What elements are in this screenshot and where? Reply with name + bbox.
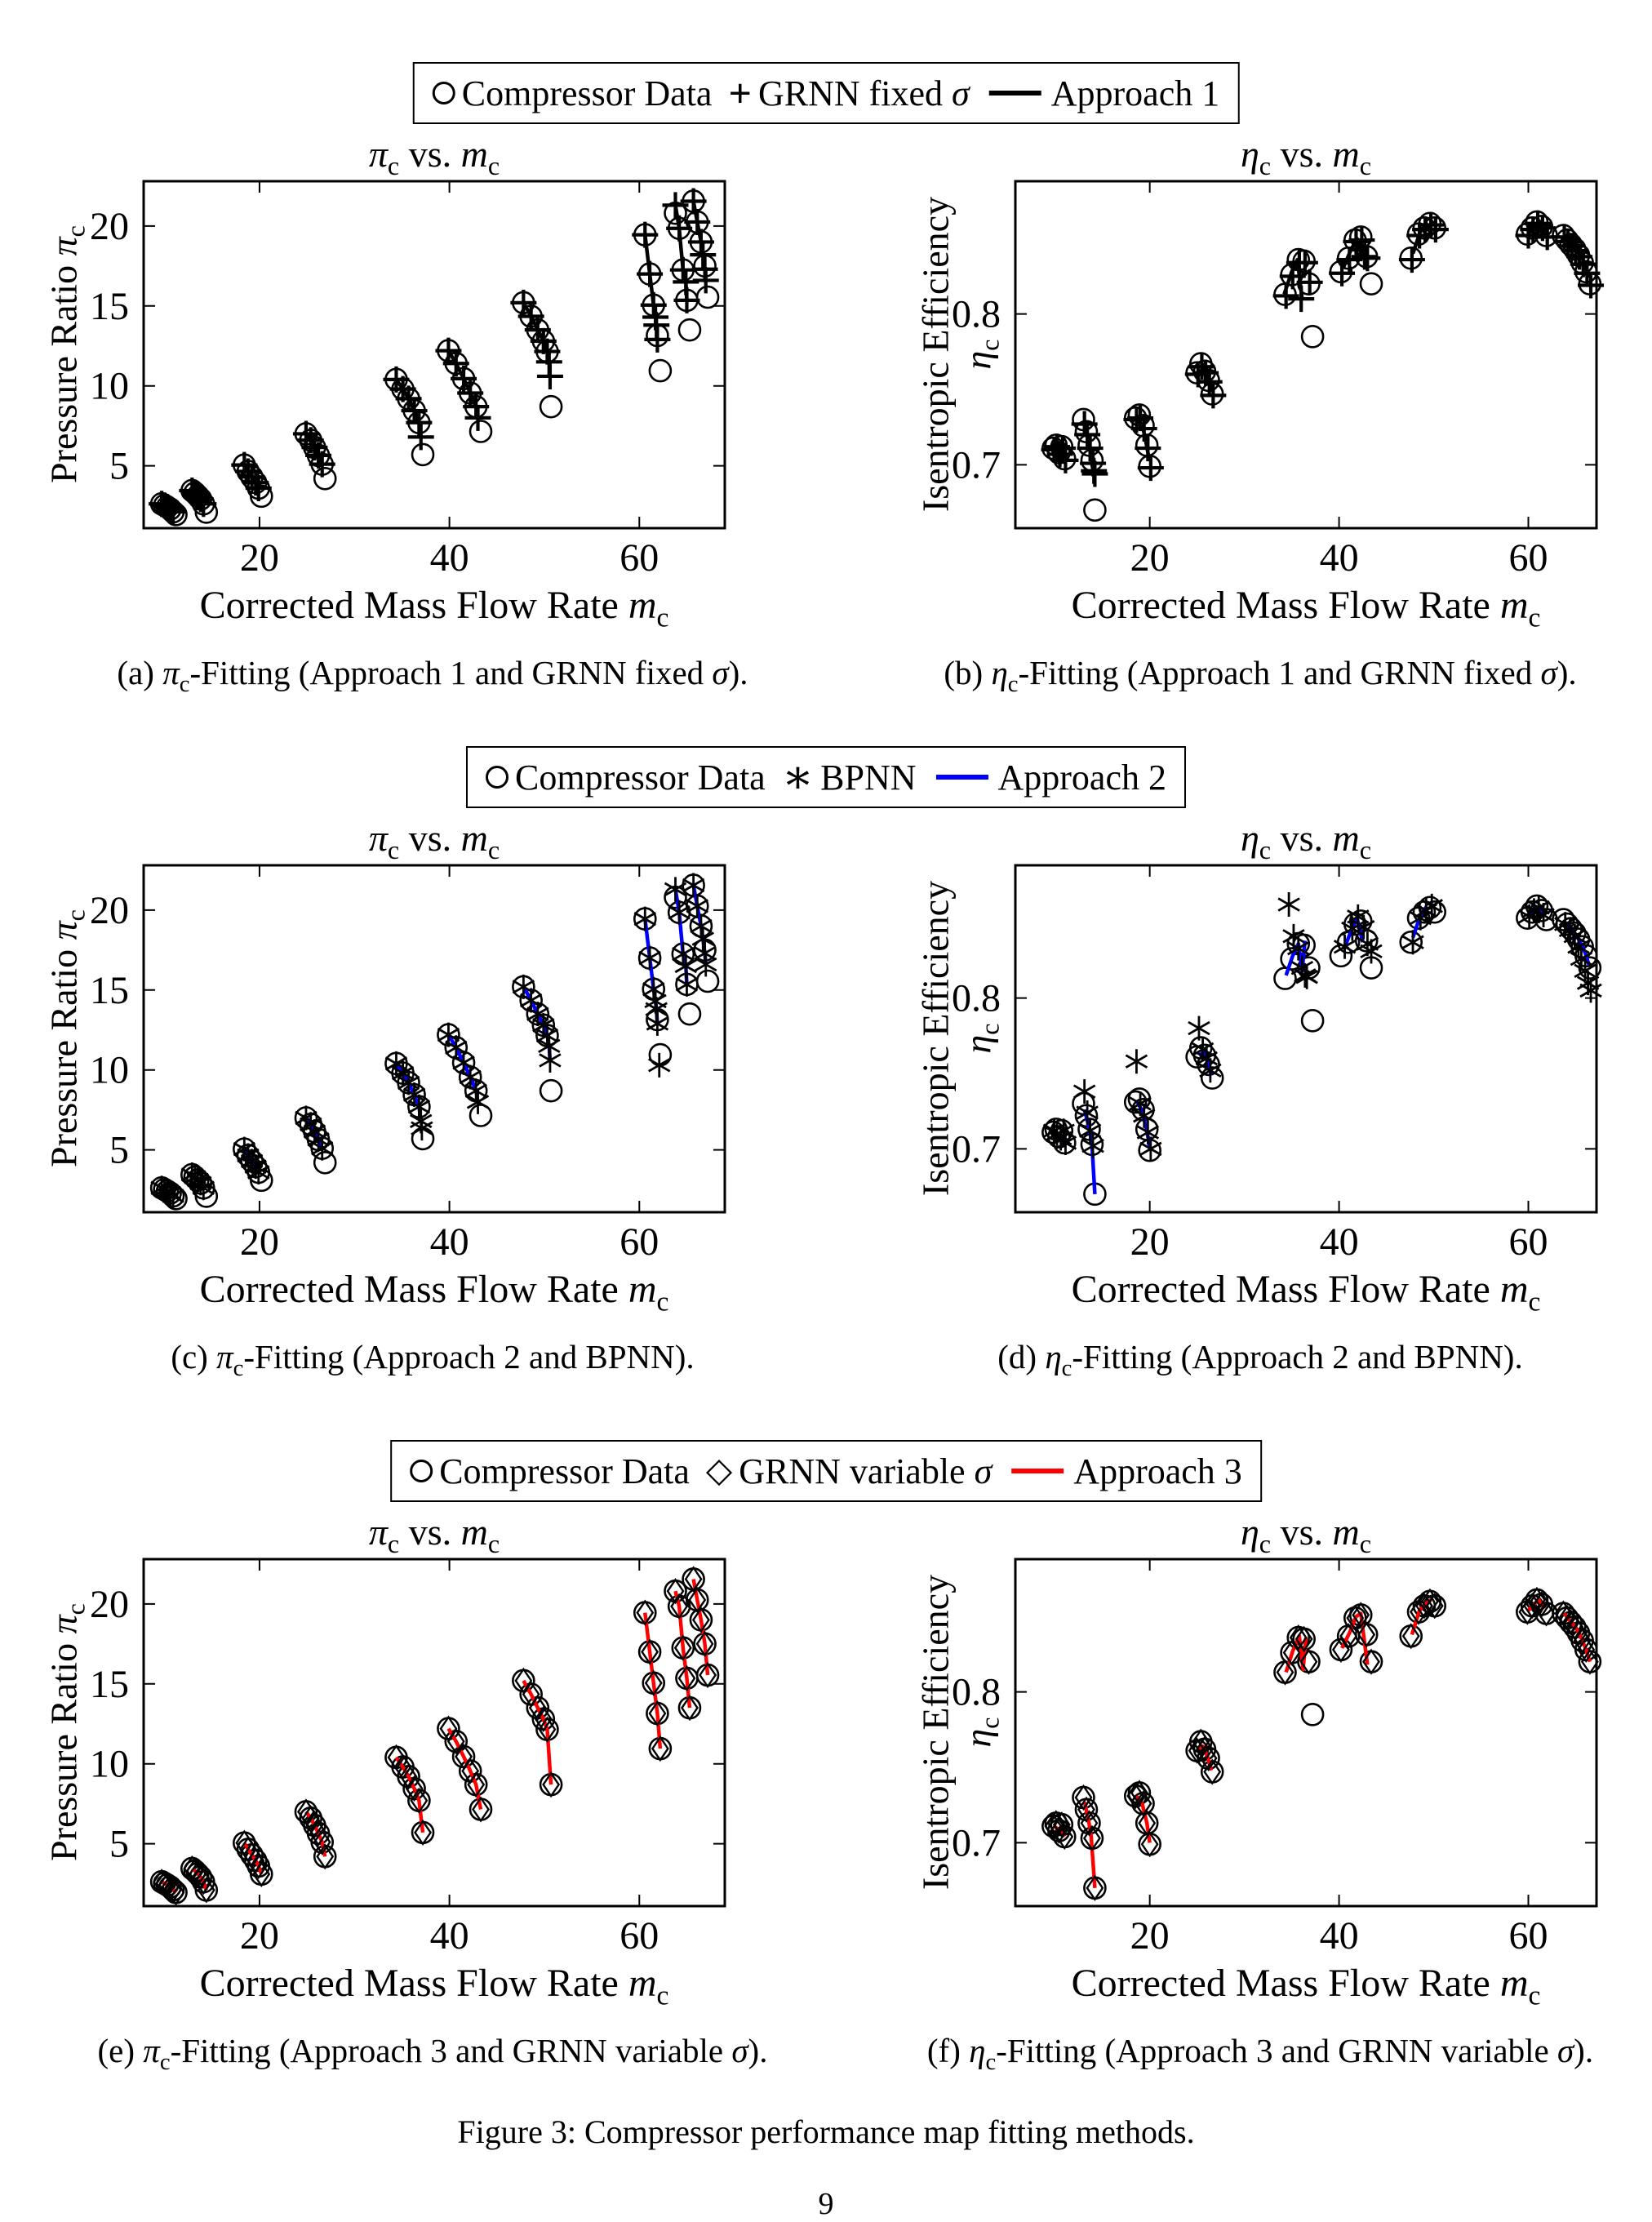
x-tick-label: 60 xyxy=(620,536,659,580)
circle-data-marker xyxy=(1361,273,1382,295)
circle-data-marker xyxy=(697,971,718,992)
x-axis-label-a: Corrected Mass Flow Rate $m_c$ xyxy=(199,584,669,633)
circle-data-marker xyxy=(314,468,335,489)
legend-item-label: Compressor Data xyxy=(514,757,766,798)
circle-data-marker xyxy=(412,444,433,465)
y-tick-label: 20 xyxy=(90,1582,129,1626)
legend-item-label: Approach 3 xyxy=(1073,1451,1242,1491)
circle-data-marker xyxy=(697,287,718,308)
plus-data-marker xyxy=(681,188,707,214)
plus-data-marker xyxy=(637,261,663,287)
x-tick-label: 40 xyxy=(1319,536,1359,580)
x-axis-label-e: Corrected Mass Flow Rate $m_c$ xyxy=(199,1962,669,2011)
subcaption-d: (d) $\eta_c$-Fitting (Approach 2 and BPNN). xyxy=(997,1338,1523,1382)
y-tick-label: 0.8 xyxy=(952,292,1001,336)
x-tick-label: 20 xyxy=(1130,1914,1170,1958)
chart-canvas-c xyxy=(90,865,725,1264)
y-tick-label: 0.8 xyxy=(952,1670,1001,1714)
legend-item-label: Compressor Data xyxy=(439,1451,690,1491)
star-data-marker xyxy=(1580,978,1601,1002)
circle-data-marker xyxy=(540,1080,562,1101)
circle-data-marker xyxy=(1274,968,1295,989)
y-tick-label: 10 xyxy=(90,364,129,408)
plus-data-marker xyxy=(632,222,658,248)
x-tick-label: 60 xyxy=(1508,1914,1548,1958)
line-marker-icon xyxy=(989,91,1041,96)
plot-frame xyxy=(1015,181,1596,528)
plus-data-marker xyxy=(463,393,489,420)
legend-item-label: Approach 2 xyxy=(997,757,1167,798)
legend-item-label: BPNN xyxy=(820,757,917,798)
subcaption-c: (c) $\pi_c$-Fitting (Approach 2 and BPNN). xyxy=(171,1338,695,1382)
x-tick-label: 20 xyxy=(239,536,279,580)
x-tick-label: 60 xyxy=(620,1914,659,1958)
y-tick-label: 10 xyxy=(90,1048,129,1092)
chart-canvas-e xyxy=(90,1559,725,1958)
circle-data-marker xyxy=(540,396,562,417)
y-tick-label: 0.7 xyxy=(952,1821,1001,1865)
circle-data-marker xyxy=(1084,500,1105,521)
subcaption-f: (f) $\eta_c$-Fitting (Approach 3 and GRNN variable σ). xyxy=(926,2032,1594,2076)
x-axis-label-d: Corrected Mass Flow Rate $m_c$ xyxy=(1071,1268,1541,1318)
x-tick-label: 60 xyxy=(1508,536,1548,580)
circle-marker-icon xyxy=(486,766,508,789)
star-data-marker xyxy=(1074,1079,1095,1104)
legend-item xyxy=(486,757,766,798)
legend-item-label: Approach 1 xyxy=(1050,73,1220,113)
circle-data-marker xyxy=(314,1152,335,1173)
x-tick-label: 20 xyxy=(239,1914,279,1958)
y-tick-label: 5 xyxy=(109,1128,129,1172)
x-tick-label: 40 xyxy=(429,1220,469,1264)
plot-title-f: $\eta_c$ vs. $m_c$ xyxy=(1240,1511,1372,1559)
y-axis-label-e: Pressure Ratio $\pi_c$ xyxy=(42,1603,91,1861)
circle-data-marker xyxy=(1302,326,1323,347)
plus-data-marker xyxy=(684,209,710,235)
plot-title-e: $\pi_c$ vs. $m_c$ xyxy=(368,1511,500,1559)
y-tick-label: 15 xyxy=(90,1662,129,1706)
legend-row-2 xyxy=(466,746,1186,808)
subcaption-e: (e) $\pi_c$-Fitting (Approach 3 and GRNN variable σ). xyxy=(97,2032,768,2076)
y-axis-label-a: Pressure Ratio $\pi_c$ xyxy=(42,225,91,483)
diamond-marker-icon: ◇ xyxy=(705,1452,733,1490)
plot-title-a: $\pi_c$ vs. $m_c$ xyxy=(368,133,500,181)
plus-data-marker xyxy=(406,410,432,436)
line-marker-icon xyxy=(1011,1469,1064,1473)
y-tick-label: 20 xyxy=(90,888,129,932)
x-tick-label: 60 xyxy=(620,1220,659,1264)
subcaption-b: (b) $\eta_c$-Fitting (Approach 1 and GRNN fixed σ). xyxy=(944,654,1577,698)
plus-data-marker xyxy=(641,292,667,318)
y-axis-label-d: Isentropic Efficiency $\eta_c$ xyxy=(914,880,1005,1197)
plot-frame xyxy=(144,865,725,1212)
legend-item xyxy=(706,1451,992,1492)
y-tick-label: 10 xyxy=(90,1742,129,1786)
y-tick-label: 0.7 xyxy=(952,443,1001,487)
plot-title-c: $\pi_c$ vs. $m_c$ xyxy=(368,817,500,865)
chart-area-e xyxy=(90,1559,725,1958)
x-tick-label: 20 xyxy=(1130,1220,1170,1264)
y-tick-label: 0.8 xyxy=(952,976,1001,1020)
star-data-marker xyxy=(411,1116,433,1140)
plus-data-marker xyxy=(537,363,563,389)
y-axis-label-b: Isentropic Efficiency $\eta_c$ xyxy=(914,196,1005,513)
x-axis-label-c: Corrected Mass Flow Rate $m_c$ xyxy=(199,1268,669,1318)
plus-data-marker xyxy=(673,287,699,313)
line-marker-icon xyxy=(936,775,988,780)
y-tick-label: 5 xyxy=(109,444,129,488)
plus-data-marker xyxy=(457,380,483,407)
circle-data-marker xyxy=(470,421,491,442)
star-data-marker xyxy=(1126,1049,1147,1073)
circle-data-marker xyxy=(650,360,671,381)
circle-marker-icon xyxy=(410,1460,433,1482)
legend-item xyxy=(728,70,970,116)
circle-data-marker xyxy=(1302,1010,1323,1031)
plot-title-b: $\eta_c$ vs. $m_c$ xyxy=(1240,133,1372,181)
legend-row-1 xyxy=(413,62,1240,124)
star-marker-icon: ∗ xyxy=(781,750,815,803)
figure-caption: Figure 3: Compressor performance map fitting methods. xyxy=(457,2113,1195,2150)
chart-area-a xyxy=(90,181,725,580)
subcaption-a: (a) $\pi_c$-Fitting (Approach 1 and GRNN fixed σ). xyxy=(117,654,748,698)
circle-marker-icon xyxy=(433,82,455,104)
legend-item xyxy=(410,1451,690,1492)
x-tick-label: 40 xyxy=(429,1914,469,1958)
plus-data-marker xyxy=(688,229,714,255)
legend-item xyxy=(986,73,1220,114)
legend-item xyxy=(933,757,1167,798)
plot-frame xyxy=(1015,1559,1596,1906)
star-data-marker xyxy=(1188,1016,1210,1041)
y-tick-label: 15 xyxy=(90,284,129,328)
y-tick-label: 15 xyxy=(90,968,129,1012)
y-axis-label-c: Pressure Ratio $\pi_c$ xyxy=(42,909,91,1167)
star-data-marker xyxy=(1278,892,1299,917)
legend-item-label: Compressor Data xyxy=(461,73,713,113)
x-axis-label-b: Corrected Mass Flow Rate $m_c$ xyxy=(1071,584,1541,633)
y-axis-label-f: Isentropic Efficiency $\eta_c$ xyxy=(914,1574,1005,1891)
legend-item xyxy=(433,73,713,114)
circle-data-marker xyxy=(679,1003,700,1024)
y-tick-label: 0.7 xyxy=(952,1127,1001,1171)
x-tick-label: 40 xyxy=(1319,1914,1359,1958)
y-tick-label: 5 xyxy=(109,1822,129,1866)
legend-row-3 xyxy=(390,1440,1262,1502)
x-tick-label: 60 xyxy=(1508,1220,1548,1264)
circle-data-marker xyxy=(679,319,700,340)
chart-canvas-a xyxy=(90,181,725,580)
plus-marker-icon: + xyxy=(728,70,752,116)
legend-item-label: GRNN fixed σ xyxy=(757,73,970,113)
legend-item-label: GRNN variable σ xyxy=(739,1451,993,1491)
plus-data-marker xyxy=(666,216,692,242)
y-tick-label: 20 xyxy=(90,204,129,248)
plot-frame xyxy=(1015,865,1596,1212)
circle-data-marker xyxy=(1302,1704,1323,1725)
star-data-marker xyxy=(649,1053,670,1078)
x-tick-label: 40 xyxy=(429,536,469,580)
page-number: 9 xyxy=(818,2187,834,2221)
legend-item xyxy=(1008,1451,1242,1492)
x-tick-label: 40 xyxy=(1319,1220,1359,1264)
plot-title-d: $\eta_c$ vs. $m_c$ xyxy=(1240,817,1372,865)
legend-item xyxy=(781,750,917,803)
plus-data-marker xyxy=(402,398,428,424)
x-axis-label-f: Corrected Mass Flow Rate $m_c$ xyxy=(1071,1962,1541,2011)
x-tick-label: 20 xyxy=(239,1220,279,1264)
x-tick-label: 20 xyxy=(1130,536,1170,580)
chart-area-c xyxy=(90,865,725,1264)
